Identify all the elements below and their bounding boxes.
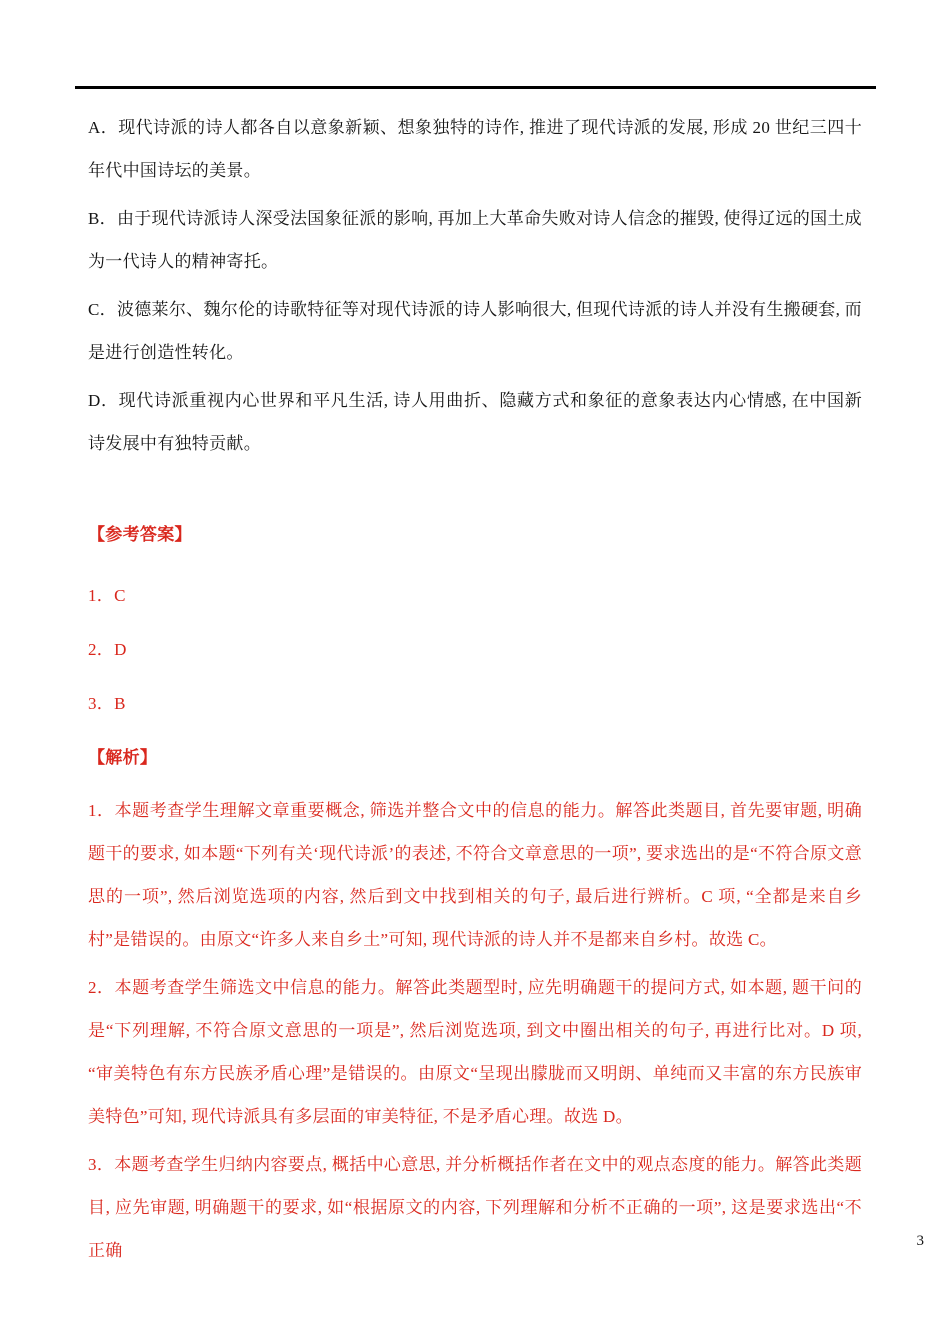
- option-d: D．现代诗派重视内心世界和平凡生活, 诗人用曲折、隐藏方式和象征的意象表达内心情感, 在中国新诗发展中有独特贡献。: [88, 391, 862, 453]
- analysis-paragraph-1: 1．本题考查学生理解文章重要概念, 筛选并整合文中的信息的能力。解答此类题目, 首先要审题, 明确题干的要求, 如本题“下列有关‘现代诗派’的表述, 不符合文章意思的一项”, 要求选出的是“不符合原文意思的一项”, 然后浏览选项的内容, 然后到文中找到相关的句子, 最后进行辨析。C 项, “全都是来自乡村”是错误的。由原文“许多人来自乡土”可知, 现代诗派的诗人并不是都来自乡村。故选 C。: [88, 801, 862, 949]
- answer-item-3: 3．B: [88, 694, 126, 713]
- header-divider: [75, 86, 876, 89]
- answer-item-1: 1．C: [88, 586, 126, 605]
- reference-answers-heading: 【参考答案】: [88, 525, 192, 544]
- analysis-heading: 【解析】: [88, 748, 158, 767]
- option-c: C．波德莱尔、魏尔伦的诗歌特征等对现代诗派的诗人影响很大, 但现代诗派的诗人并没有生搬硬套, 而是进行创造性转化。: [88, 300, 862, 362]
- option-b: B．由于现代诗派诗人深受法国象征派的影响, 再加上大革命失败对诗人信念的摧毁, 使得辽远的国土成为一代诗人的精神寄托。: [88, 209, 862, 271]
- page-content: [88, 106, 862, 1277]
- analysis-paragraph-3: 3．本题考查学生归纳内容要点, 概括中心意思, 并分析概括作者在文中的观点态度的能力。解答此类题目, 应先审题, 明确题干的要求, 如“根据原文的内容, 下列理解和分析不正确的一项”, 这是要求选出“不正确: [88, 1155, 862, 1260]
- analysis-paragraph-2: 2．本题考查学生筛选文中信息的能力。解答此类题型时, 应先明确题干的提问方式, 如本题, 题干问的是“下列理解, 不符合原文意思的一项是”, 然后浏览选项, 到文中圈出相关的句子, 再进行比对。D 项, “审美特色有东方民族矛盾心理”是错误的。由原文“呈现出朦胧而又明朗、单纯而又丰富的东方民族审美特色”可知, 现代诗派具有多层面的审美特征, 不是矛盾心理。故选 D。: [88, 978, 862, 1126]
- option-a: A．现代诗派的诗人都各自以意象新颖、想象独特的诗作, 推进了现代诗派的发展, 形成 20 世纪三四十年代中国诗坛的美景。: [88, 118, 862, 180]
- page-number: 3: [916, 1233, 924, 1249]
- answer-item-2: 2．D: [88, 640, 127, 659]
